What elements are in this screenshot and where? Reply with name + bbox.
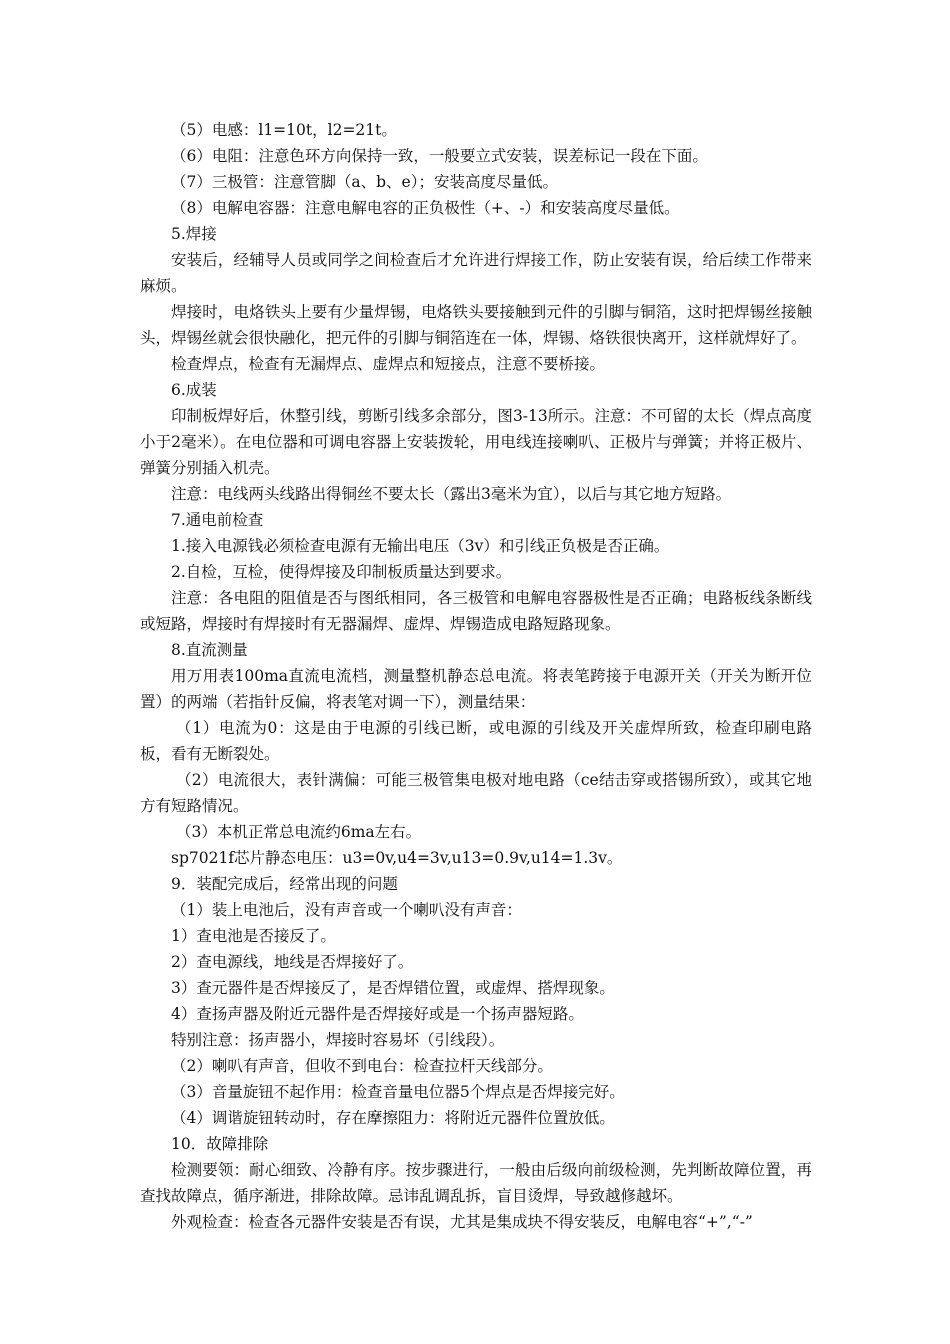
text-line: 用万用表100ma直流电流档，测量整机静态总电流。将表笔跨接于电源开关（开关为断开位置）的两端（若指针反偏，将表笔对调一下），测量结果：: [140, 667, 812, 711]
text-line: 2.自检，互检，使得焊接及印制板质量达到要求。: [171, 563, 512, 581]
text-line: 8.直流测量: [171, 641, 248, 659]
text-line: （4）调谐旋钮转动时，存在摩擦阻力：将附近元器件位置放低。: [171, 1109, 615, 1127]
text-line: （3）音量旋钮不起作用：检查音量电位器5个焊点是否焊接完好。: [171, 1083, 625, 1101]
text-line: 检查焊点，检查有无漏焊点、虚焊点和短接点，注意不要桥接。: [171, 355, 606, 373]
text-line: 安装后，经辅导人员或同学之间检查后才允许进行焊接工作，防止安装有误，给后续工作带来麻烦。: [140, 251, 812, 295]
text-line: （7）三极管：注意管脚（a、b、e）；安装高度尽量低。: [171, 173, 558, 191]
text-line: 10．故障排除: [171, 1135, 269, 1153]
text-line: 检测要领：耐心细致、冷静有序。按步骤进行，一般由后级向前级检测，先判断故障位置，再查找故障点，循序渐进，排除故障。忌讳乱调乱拆，盲目烫焊，导致越修越坏。: [140, 1161, 812, 1205]
text-line: 印制板焊好后，休整引线，剪断引线多余部分，图3-13所示。注意：不可留的太长（焊点高度小于2毫米）。在电位器和可调电容器上安装拨轮，用电线连接喇叭、正极片与弹簧；并将正极片、弹簧分别插入机壳。: [140, 407, 812, 477]
text-line: 7.通电前检查: [171, 511, 264, 529]
text-line: 注意：各电阻的阻值是否与图纸相同，各三极管和电解电容器极性是否正确；电路板线条断线或短路，焊接时有焊接时有无器漏焊、虚焊、焊锡造成电路短路现象。: [140, 589, 812, 633]
text-line: 6.成装: [171, 381, 217, 399]
text-line: 9．装配完成后，经常出现的问题: [171, 875, 398, 893]
text-line: 焊接时，电烙铁头上要有少量焊锡，电烙铁头要接触到元件的引脚与铜箔，这时把焊锡丝接触头，焊锡丝就会很快融化，把元件的引脚与铜箔连在一体，焊锡、烙铁很快离开，这样就焊好了。: [140, 303, 812, 347]
text-line: （8）电解电容器：注意电解电容的正负极性（+、-）和安装高度尽量低。: [171, 199, 680, 217]
text-line: 1.接入电源钱必须检查电源有无输出电压（3v）和引线正负极是否正确。: [171, 537, 670, 555]
text-line: （3）本机正常总电流约6ma左右。: [176, 823, 422, 841]
text-line: 5.焊接: [171, 225, 217, 243]
text-line: （1）装上电池后，没有声音或一个喇叭没有声音：: [171, 901, 522, 919]
document-body: [140, 117, 812, 1235]
text-line: （2）电流很大，表针满偏：可能三极管集电极对地电路（ce结击穿或搭锡所致），或其它地方有短路情况。: [140, 771, 812, 815]
text-line: 外观检查：检查各元器件安装是否有误，尤其是集成块不得安装反，电解电容“+”,“-”: [171, 1213, 753, 1231]
text-line: 4）查扬声器及附近元器件是否焊接好或是一个扬声器短路。: [171, 1005, 584, 1023]
text-line: （1）电流为0：这是由于电源的引线已断，或电源的引线及开关虚焊所致，检查印刷电路板，看有无断裂处。: [140, 719, 812, 763]
text-line: 1）查电池是否接反了。: [171, 927, 336, 945]
text-line: 注意：电线两头线路出得铜丝不要太长（露出3毫米为宜），以后与其它地方短路。: [171, 485, 732, 503]
text-line: （2）喇叭有声音，但收不到电台：检查拉杆天线部分。: [171, 1057, 553, 1075]
text-line: 特别注意：扬声器小，焊接时容易坏（引线段）。: [171, 1031, 505, 1049]
text-line: 2）查电源线，地线是否焊接好了。: [171, 953, 414, 971]
text-line: sp7021f芯片静态电压：u3=0v,u4=3v,u13=0.9v,u14=1.3v。: [171, 849, 623, 867]
text-line: （5）电感：l1=10t，l2=21t。: [171, 121, 397, 139]
text-line: 3）查元器件是否焊接反了，是否焊错位置，或虚焊、搭焊现象。: [171, 979, 615, 997]
text-line: （6）电阻：注意色环方向保持一致，一般要立式安装，误差标记一段在下面。: [171, 147, 708, 165]
